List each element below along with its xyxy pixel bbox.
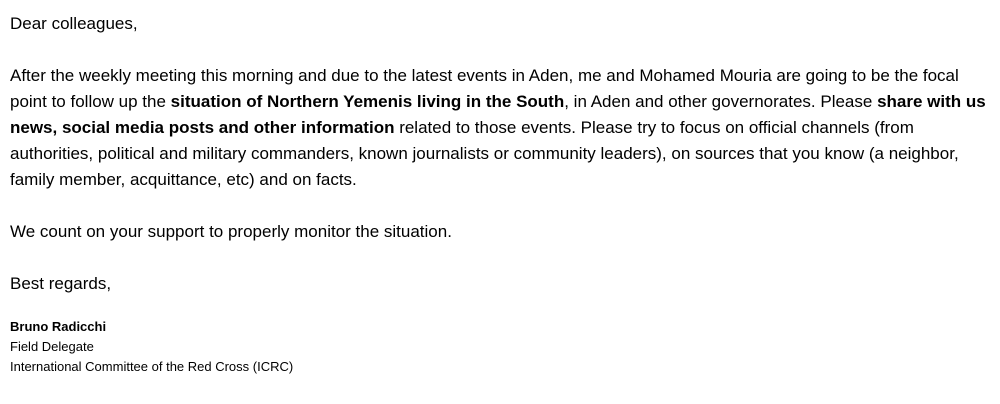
- signature-block: [10, 317, 995, 377]
- main-paragraph: [10, 63, 995, 193]
- closing: Best regards,: [10, 274, 112, 293]
- signature-organization: International Committee of the Red Cross (ICRC): [10, 359, 294, 374]
- signature-name: Bruno Radicchi: [10, 319, 107, 334]
- paragraph-text-1: After the weekly meeting this morning and due to the latest events in Aden, me and Mohamed Mouria are going to be the focal point to follow up the: [10, 66, 959, 111]
- paragraph-text-3: related to those events. Please try to focus on official channels (from authorities, political and military commanders, known journalists or community leaders), on sources that you know (a neighbor, family member, acquittance, etc) and on facts.: [10, 118, 959, 189]
- paragraph-text-2: , in Aden and other governorates. Please: [564, 92, 878, 111]
- email-body: [10, 11, 995, 377]
- greeting: Dear colleagues,: [10, 14, 138, 33]
- support-paragraph: We count on your support to properly monitor the situation.: [10, 222, 452, 241]
- emphasis-situation: situation of Northern Yemenis living in the South: [170, 92, 565, 111]
- emphasis-request: share with us news, social media posts and other information: [10, 92, 986, 137]
- signature-title: Field Delegate: [10, 339, 94, 354]
